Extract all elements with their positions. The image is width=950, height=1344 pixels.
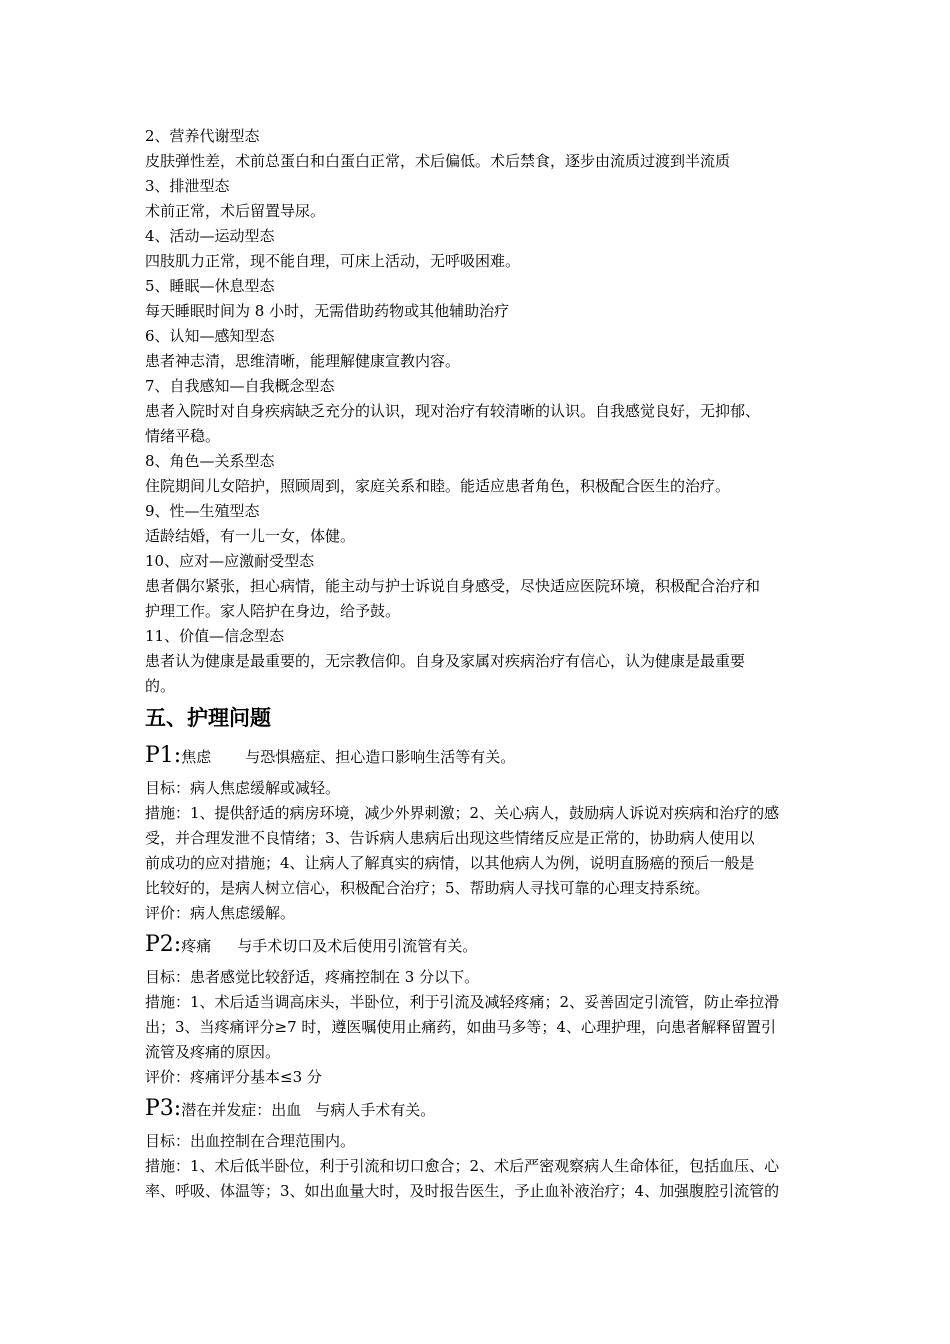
pattern-text: 四肢肌力正常，现不能自理，可床上活动，无呼吸困难。 bbox=[145, 252, 521, 270]
problem-measures: 出；3、当疼痛评分≥7 时，遵医嘱使用止痛药，如曲马多等；4、心理护理，向患者解释留置引 bbox=[145, 1018, 776, 1036]
pattern-2 bbox=[145, 124, 815, 174]
problem-cause: 与手术切口及术后使用引流管有关。 bbox=[237, 937, 478, 955]
problem-goal: 目标：患者感觉比较舒适，疼痛控制在 3 分以下。 bbox=[145, 968, 480, 986]
pattern-heading: 5、睡眠—休息型态 bbox=[145, 277, 275, 295]
pattern-text: 每天睡眠时间为 8 小时，无需借助药物或其他辅助治疗 bbox=[145, 302, 510, 320]
pattern-text: 护理工作。家人陪护在身边，给予鼓。 bbox=[145, 602, 401, 620]
document-page bbox=[145, 124, 815, 1204]
pattern-heading: 6、认知—感知型态 bbox=[145, 327, 275, 345]
problem-goal: 目标：病人焦虑缓解或减轻。 bbox=[145, 779, 341, 797]
problem-header bbox=[145, 928, 815, 963]
pattern-heading: 9、性—生殖型态 bbox=[145, 502, 260, 520]
problem-p2 bbox=[145, 928, 815, 1090]
pattern-heading: 11、价值—信念型态 bbox=[145, 627, 285, 645]
pattern-text: 患者入院时对自身疾病缺乏充分的认识，现对治疗有较清晰的认识。自我感觉良好，无抑郁、 bbox=[145, 402, 761, 420]
problem-measures: 措施：1、提供舒适的病房环境，减少外界刺激；2、关心病人，鼓励病人诉说对疾病和治疗的感 bbox=[145, 804, 780, 822]
problem-name: 潜在并发症：出血 bbox=[181, 1101, 302, 1119]
problem-measures: 措施：1、术后低半卧位，利于引流和切口愈合；2、术后严密观察病人生命体征，包括血压、心 bbox=[145, 1157, 780, 1175]
pattern-text: 适龄结婚，有一儿一女，体健。 bbox=[145, 527, 356, 545]
pattern-heading: 10、应对—应激耐受型态 bbox=[145, 552, 315, 570]
pattern-7 bbox=[145, 374, 815, 449]
problem-cause: 与病人手术有关。 bbox=[315, 1101, 436, 1119]
pattern-10 bbox=[145, 549, 815, 624]
problem-name: 焦虑 bbox=[181, 748, 212, 766]
pattern-text: 患者神志清，思维清晰，能理解健康宣教内容。 bbox=[145, 352, 461, 370]
pattern-text: 术前正常，术后留置导尿。 bbox=[145, 202, 326, 220]
problem-code: P3: bbox=[145, 1096, 182, 1121]
pattern-heading: 7、自我感知—自我概念型态 bbox=[145, 377, 335, 395]
pattern-text: 患者偶尔紧张，担心病情，能主动与护士诉说自身感受，尽快适应医院环境，积极配合治疗和 bbox=[145, 577, 761, 595]
pattern-text: 患者认为健康是最重要的，无宗教信仰。自身及家属对疾病治疗有信心，认为健康是最重要 bbox=[145, 652, 746, 670]
problem-name: 疼痛 bbox=[181, 937, 212, 955]
problem-header bbox=[145, 1092, 815, 1127]
pattern-heading: 4、活动—运动型态 bbox=[145, 227, 275, 245]
problem-cause: 与恐惧癌症、担心造口影响生活等有关。 bbox=[245, 748, 516, 766]
pattern-text: 皮肤弹性差，术前总蛋白和白蛋白正常，术后偏低。术后禁食，逐步由流质过渡到半流质 bbox=[145, 152, 731, 170]
problem-p3 bbox=[145, 1092, 815, 1204]
problem-evaluation: 评价：病人焦虑缓解。 bbox=[145, 904, 296, 922]
problem-code: P2: bbox=[145, 932, 182, 957]
problem-measures: 受，并合理发泄不良情绪；3、告诉病人患病后出现这些情绪反应是正常的，协助病人使用以 bbox=[145, 829, 755, 847]
pattern-4 bbox=[145, 224, 815, 274]
pattern-text: 的。 bbox=[145, 677, 176, 695]
pattern-heading: 8、角色—关系型态 bbox=[145, 452, 275, 470]
pattern-heading: 2、营养代谢型态 bbox=[145, 127, 260, 145]
problem-p1 bbox=[145, 739, 815, 926]
problem-measures: 率、呼吸、体温等；3、如出血量大时，及时报告医生，予止血补液治疗；4、加强腹腔引流管的 bbox=[145, 1182, 780, 1200]
pattern-9 bbox=[145, 499, 815, 549]
problem-evaluation: 评价：疼痛评分基本≤3 分 bbox=[145, 1068, 322, 1086]
problem-measures: 前成功的应对措施；4、让病人了解真实的病情，以其他病人为例，说明直肠癌的预后一般是 bbox=[145, 854, 755, 872]
pattern-11 bbox=[145, 624, 815, 699]
problem-measures: 流管及疼痛的原因。 bbox=[145, 1043, 281, 1061]
problem-measures: 措施：1、术后适当调高床头，半卧位，利于引流及减轻疼痛；2、妥善固定引流管，防止牵拉滑 bbox=[145, 993, 780, 1011]
pattern-6 bbox=[145, 324, 815, 374]
pattern-8 bbox=[145, 449, 815, 499]
pattern-3 bbox=[145, 174, 815, 224]
problem-goal: 目标：出血控制在合理范围内。 bbox=[145, 1132, 356, 1150]
section-title: 五、护理问题 bbox=[145, 705, 271, 730]
pattern-5 bbox=[145, 274, 815, 324]
pattern-text: 情绪平稳。 bbox=[145, 427, 221, 445]
pattern-heading: 3、排泄型态 bbox=[145, 177, 230, 195]
pattern-text: 住院期间儿女陪护，照顾周到，家庭关系和睦。能适应患者角色，积极配合医生的治疗。 bbox=[145, 477, 731, 495]
problem-measures: 比较好的，是病人树立信心，积极配合治疗；5、帮助病人寻找可靠的心理支持系统。 bbox=[145, 879, 710, 897]
problem-code: P1: bbox=[145, 743, 182, 768]
problem-header bbox=[145, 739, 815, 774]
